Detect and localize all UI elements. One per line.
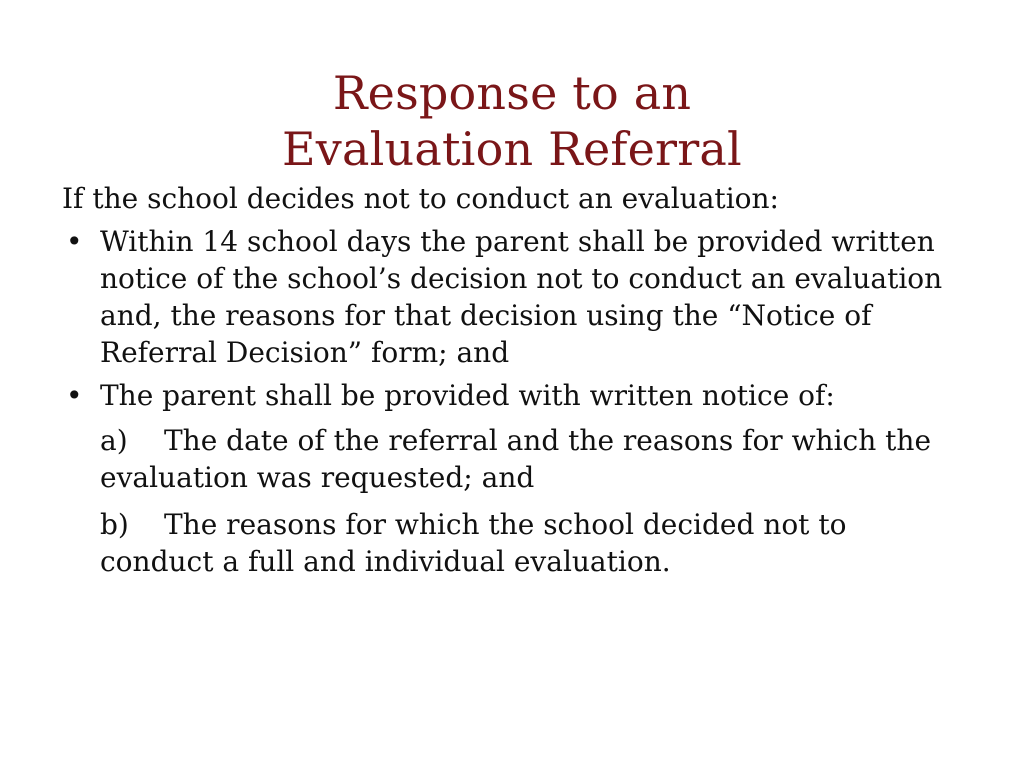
slide-title (0, 65, 1024, 177)
title-line-1: Response to an (332, 65, 692, 120)
bullet-marker: • (66, 225, 83, 258)
sub-item (100, 506, 962, 580)
bullet-marker: • (66, 379, 83, 412)
bullet-text: Within 14 school days the parent shall be provided written notice of the school’s decision not to conduct an evaluation and, the reasons for that decision using the “Notice of Referral Decision” form; and (100, 225, 943, 369)
bullet-item (62, 223, 962, 371)
intro-text: If the school decides not to conduct an evaluation: (62, 182, 779, 215)
bullet-text: The parent shall be provided with written notice of: (100, 379, 835, 412)
sub-item-marker: a) (100, 424, 128, 457)
sub-item (100, 422, 962, 496)
sub-item-text: The date of the referral and the reasons for which the evaluation was requested; and (100, 424, 932, 494)
slide-body (62, 180, 962, 590)
sub-item-marker: b) (100, 508, 129, 541)
title-line-2: Evaluation Referral (282, 121, 742, 176)
sub-item-text: The reasons for which the school decided not to conduct a full and individual evaluation. (100, 508, 847, 578)
bullet-item (62, 377, 962, 414)
